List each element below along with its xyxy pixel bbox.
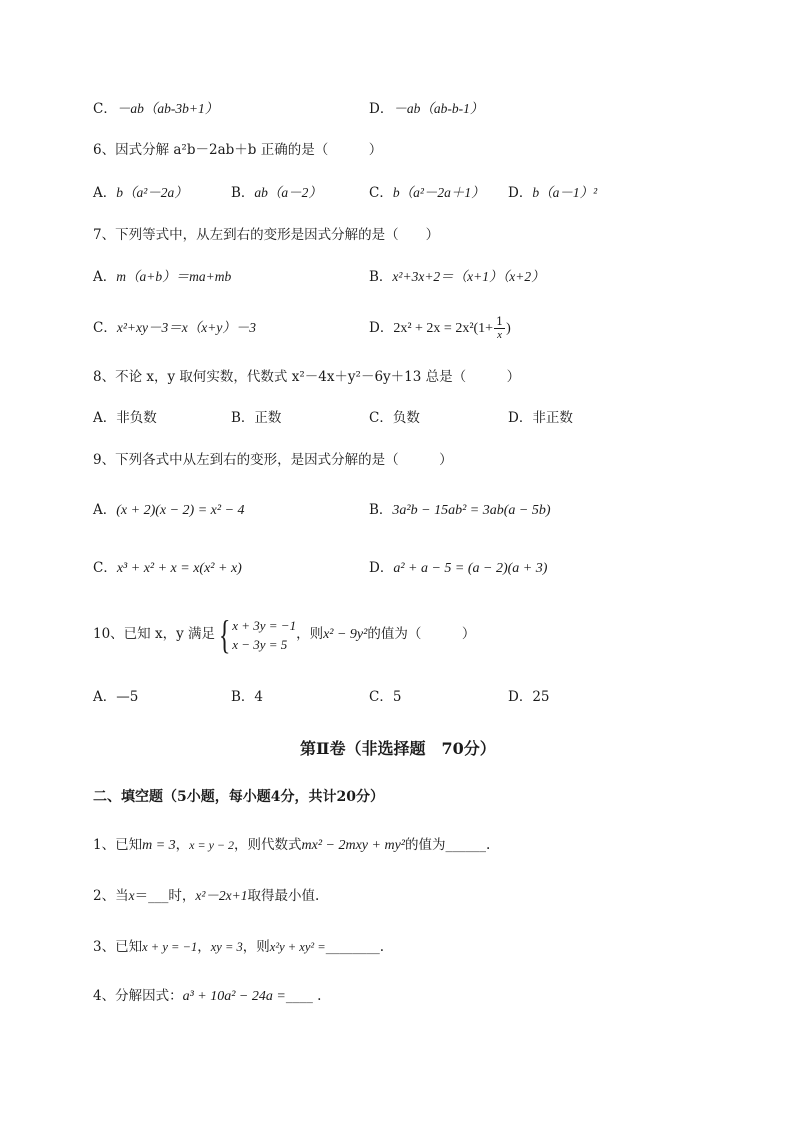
option-text: 3a²b − 15ab² = 3ab(a − 5b) bbox=[392, 503, 551, 518]
fraction bbox=[494, 316, 505, 341]
option-text: ab（a－2） bbox=[254, 185, 322, 200]
option-label: D． bbox=[508, 689, 533, 705]
q8-stem: 8、不论 x，y 取何实数，代数式 x²－4x＋y²－6y＋13 总是（ ） bbox=[93, 369, 521, 385]
option-text: 25 bbox=[532, 689, 550, 705]
option-text: a² + a − 5 = (a − 2)(a + 3) bbox=[393, 561, 548, 576]
stem-expression: mx² − 2mxy + my² bbox=[301, 838, 405, 853]
option-label: B． bbox=[231, 410, 255, 426]
option-label: D． bbox=[508, 410, 533, 426]
fill-question-1 bbox=[93, 835, 490, 856]
section-title: 第Ⅱ卷（非选择题 70分） bbox=[300, 739, 496, 758]
option-label: B． bbox=[231, 185, 255, 201]
stem-text: ， bbox=[175, 837, 190, 853]
option-text: 非正数 bbox=[532, 410, 573, 426]
q9-option-b bbox=[369, 500, 550, 521]
q6-option-d bbox=[508, 183, 597, 203]
option-text: x²+xy－3＝x（x+y）－3 bbox=[116, 320, 257, 335]
stem-text: ，则 bbox=[296, 626, 324, 642]
option-text: (x + 2)(x − 2) = x² − 4 bbox=[116, 503, 245, 518]
option-text: 4 bbox=[254, 689, 264, 705]
answer-blank: ＝___时， bbox=[134, 888, 196, 904]
equation-2: x − 3y = 5 bbox=[232, 636, 288, 652]
option-label: C． bbox=[369, 410, 393, 426]
stem-expression: m = 3 bbox=[142, 838, 176, 853]
option-text: 负数 bbox=[392, 410, 420, 426]
option-text: b（a²－2a） bbox=[116, 185, 188, 200]
stem-expression: x² − 9y² bbox=[323, 627, 368, 642]
q9-stem: 9、下列各式中从左到右的变形，是因式分解的是（ ） bbox=[93, 452, 453, 468]
q6-option-a bbox=[93, 183, 188, 203]
stem-expression: x²y + xy² = bbox=[269, 940, 326, 954]
stem-expression: x bbox=[128, 888, 135, 903]
stem-text: 的值为（ ） bbox=[367, 626, 476, 642]
stem-text: 4、分解因式： bbox=[93, 988, 183, 1004]
q7-option-a bbox=[93, 267, 231, 287]
q8-option-a bbox=[93, 408, 157, 428]
option-label: A． bbox=[93, 410, 117, 426]
option-text: 5 bbox=[392, 689, 402, 705]
stem-text: ，则代数式 bbox=[234, 837, 302, 853]
option-label: B． bbox=[369, 502, 393, 518]
q5-option-c bbox=[93, 99, 218, 119]
q7-stem: 7、下列等式中，从左到右的变形是因式分解的是（ ） bbox=[93, 227, 440, 243]
q7-option-c bbox=[93, 318, 256, 338]
fill-question-2 bbox=[93, 886, 319, 906]
option-text: －ab（ab-3b+1） bbox=[116, 101, 219, 116]
equation-system bbox=[215, 611, 297, 657]
q6-option-c bbox=[369, 183, 485, 203]
stem-text: 10、已知 x，y 满足 bbox=[93, 626, 216, 642]
stem-expression: xy = 3 bbox=[210, 940, 243, 954]
q9-option-a bbox=[93, 500, 245, 521]
stem-text: 取得最小值. bbox=[247, 888, 320, 904]
q10-option-a bbox=[93, 687, 138, 707]
equation-1: x + 3y = −1 bbox=[232, 617, 297, 633]
q6-option-b bbox=[231, 183, 322, 203]
option-text: m（a+b）＝ma+mb bbox=[116, 269, 232, 284]
q10-option-d bbox=[508, 687, 550, 707]
answer-blank: ____ . bbox=[285, 988, 322, 1004]
stem-expression: a³ + 10a² − 24a = bbox=[182, 989, 286, 1004]
q7-option-b bbox=[369, 267, 545, 287]
option-label: B． bbox=[231, 689, 255, 705]
part-title: 二、填空题（5小题，每小题4分，共计20分） bbox=[93, 789, 384, 805]
stem-text: 1、已知 bbox=[93, 837, 143, 853]
q8-option-c bbox=[369, 408, 420, 428]
option-label: C． bbox=[369, 185, 393, 201]
fraction-numerator: 1 bbox=[496, 315, 504, 328]
option-label: A． bbox=[93, 269, 117, 285]
option-text: x³ + x² + x = x(x² + x) bbox=[116, 561, 242, 576]
option-text: －ab（ab-b-1） bbox=[393, 101, 484, 116]
option-label: B． bbox=[369, 269, 393, 285]
option-label: A． bbox=[93, 185, 117, 201]
option-label: A． bbox=[93, 502, 117, 518]
stem-text: 3、已知 bbox=[93, 939, 143, 955]
option-label: C． bbox=[93, 320, 117, 336]
option-label: D． bbox=[369, 101, 394, 117]
stem-text: 2、当 bbox=[93, 888, 129, 904]
option-text: 正数 bbox=[254, 410, 282, 426]
q9-option-c bbox=[93, 558, 242, 579]
q5-option-d bbox=[369, 99, 483, 119]
q6-stem: 6、因式分解 a²b－2ab＋b 正确的是（ ） bbox=[93, 142, 383, 158]
q9-option-d bbox=[369, 558, 547, 579]
option-label: D． bbox=[369, 560, 394, 576]
stem-text: ，则 bbox=[242, 939, 270, 955]
q10-option-c bbox=[369, 687, 401, 707]
option-label: A． bbox=[93, 689, 117, 705]
fraction-denominator: x bbox=[497, 329, 503, 341]
fill-question-3 bbox=[93, 937, 384, 957]
q10-stem bbox=[93, 612, 475, 657]
option-text: 2x² + 2x = 2x²(1+ bbox=[393, 321, 494, 336]
option-text: b（a－1）² bbox=[532, 185, 598, 200]
option-text-end: ) bbox=[506, 321, 511, 336]
option-text: b（a²－2a＋1） bbox=[392, 185, 485, 200]
q8-option-d bbox=[508, 408, 573, 428]
option-text: —5 bbox=[116, 689, 139, 705]
fill-question-4 bbox=[93, 986, 321, 1007]
stem-expression: x + y = −1 bbox=[142, 940, 198, 954]
option-label: C． bbox=[93, 101, 117, 117]
option-label: C． bbox=[369, 689, 393, 705]
answer-blank: ________. bbox=[325, 939, 385, 955]
option-text: x²+3x+2＝（x+1）（x+2） bbox=[392, 269, 545, 284]
stem-text: ， bbox=[197, 939, 211, 955]
option-label: D． bbox=[369, 320, 394, 336]
equation-list bbox=[232, 616, 296, 654]
option-label: D． bbox=[508, 185, 533, 201]
stem-expression: x²－2x+1 bbox=[195, 888, 248, 903]
stem-expression: x = y − 2 bbox=[189, 838, 235, 852]
left-brace: { bbox=[218, 611, 231, 657]
option-label: C． bbox=[93, 560, 117, 576]
q10-option-b bbox=[231, 687, 263, 707]
answer-blank: 的值为______. bbox=[405, 837, 491, 853]
q7-option-d bbox=[369, 312, 511, 345]
q8-option-b bbox=[231, 408, 281, 428]
option-text: 非负数 bbox=[116, 410, 157, 426]
